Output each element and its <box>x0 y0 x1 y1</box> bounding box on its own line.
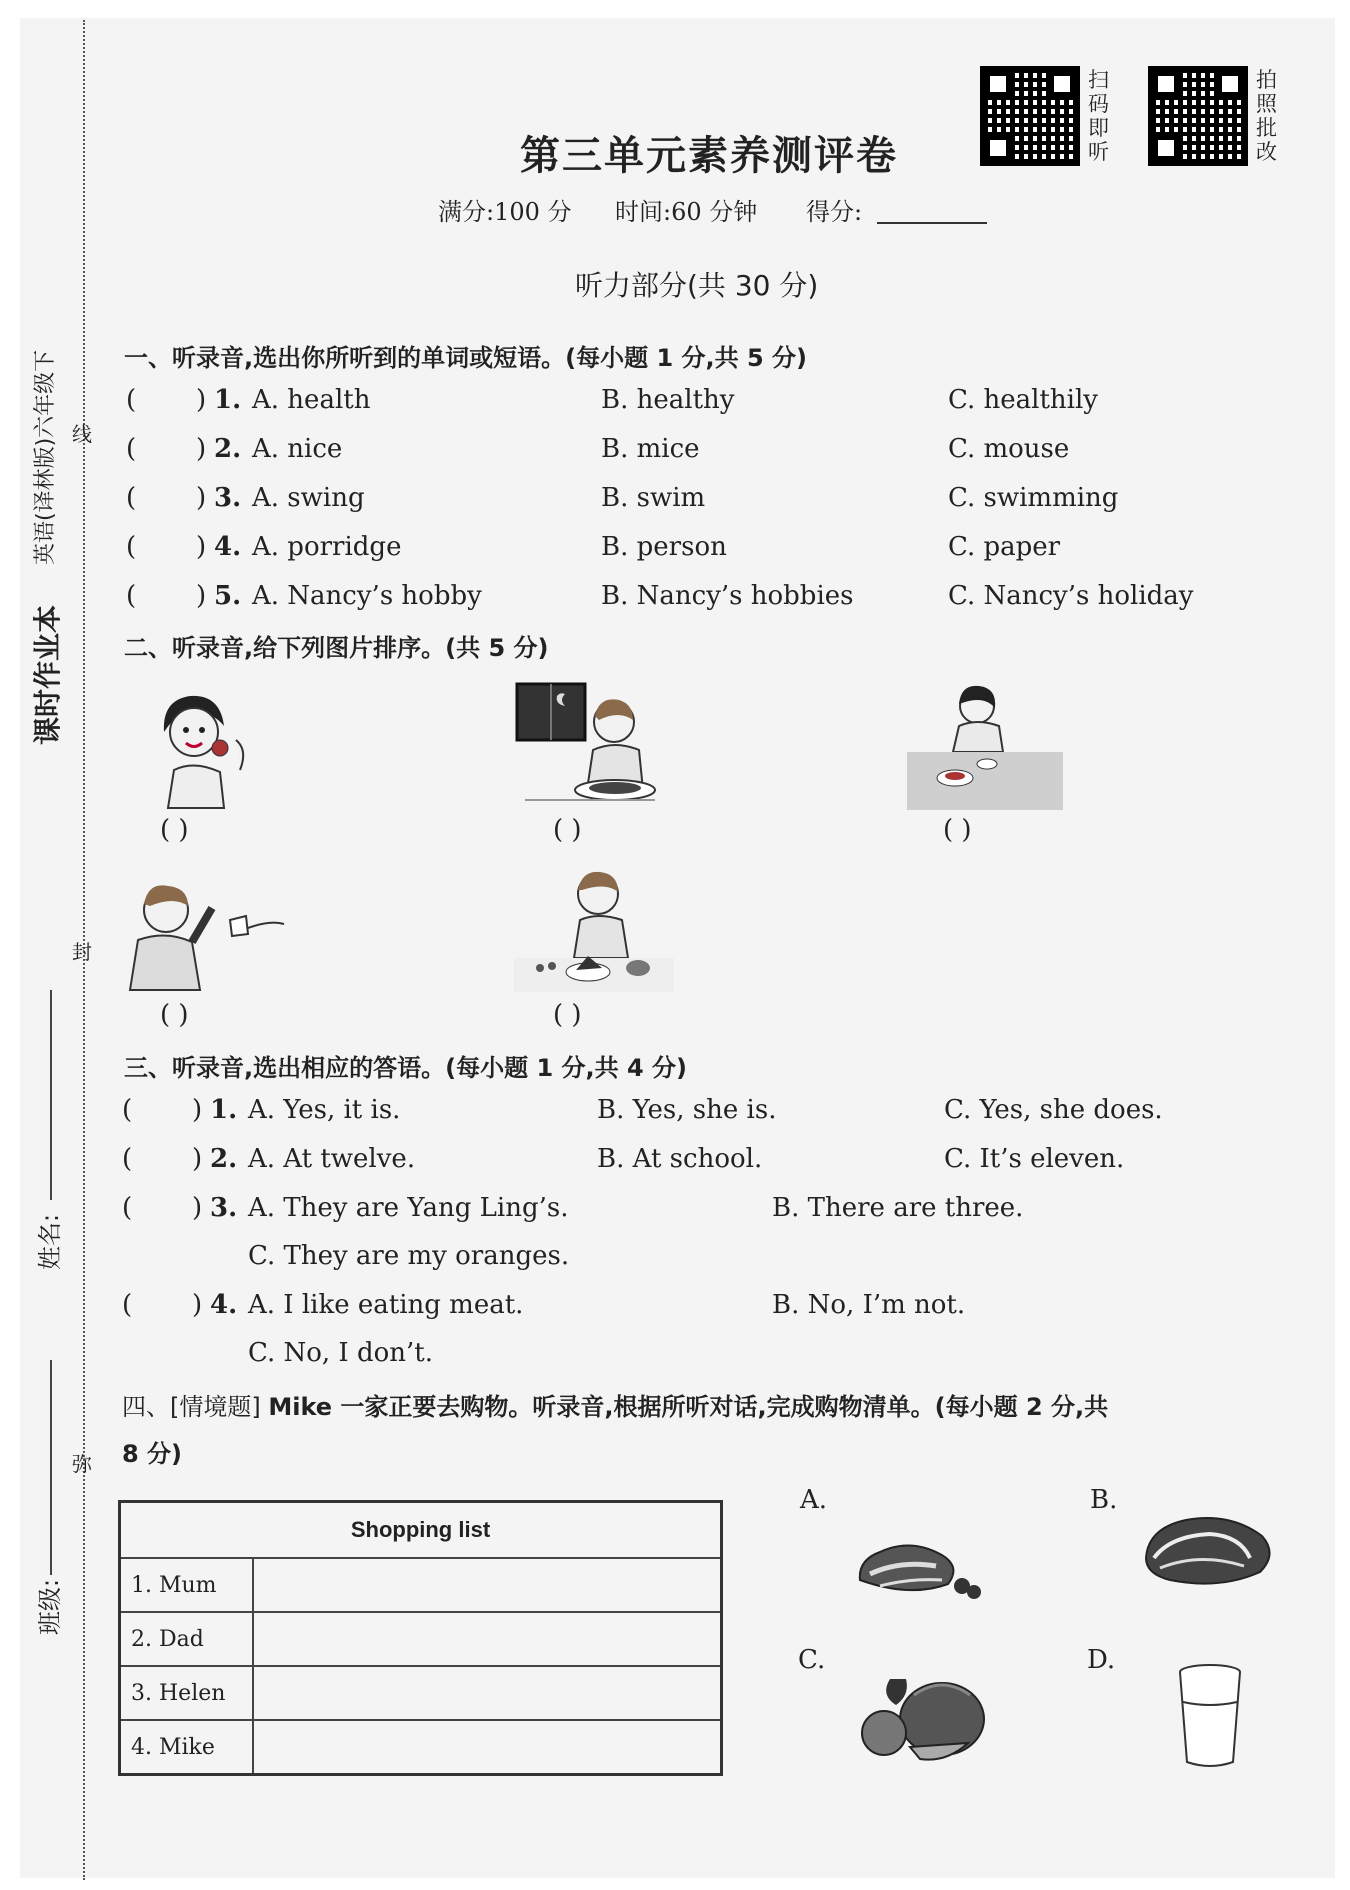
pic-answer-blank-3[interactable]: ( ) <box>943 815 972 845</box>
seal2-label: 弥 <box>72 1452 92 1476</box>
qr-grade-label: 拍照批改 <box>1256 68 1277 164</box>
option-b: B. swim <box>601 483 706 513</box>
boy-dinner-night-picture <box>515 682 660 812</box>
answer-paren-close: ) <box>196 385 207 415</box>
answer-paren-open[interactable]: ( <box>126 385 137 415</box>
answer-paren-close: ) <box>196 434 207 464</box>
table-row <box>120 1558 722 1612</box>
answer-paren-open[interactable]: ( <box>126 483 137 513</box>
qr-listen-label: 扫码即听 <box>1088 68 1109 164</box>
name-label: 姓名: <box>36 1213 64 1270</box>
boy-refusing-picture <box>120 872 290 992</box>
option-a: A. They are Yang Ling’s. <box>248 1193 569 1223</box>
s3-question-4-option-c <box>248 1338 848 1372</box>
glass-of-water-icon <box>1175 1662 1245 1770</box>
option-c: C. They are my oranges. <box>248 1241 570 1271</box>
fruit-icon <box>850 1665 995 1765</box>
option-b: B. Nancy’s hobbies <box>601 581 854 611</box>
qr-code-grade[interactable] <box>1148 66 1248 166</box>
answer-cell[interactable] <box>253 1666 722 1720</box>
question-number: 4. <box>210 1290 238 1320</box>
answer-paren-open[interactable]: ( <box>122 1095 133 1125</box>
cut-line-label: 线 <box>72 422 92 446</box>
option-a: A. swing <box>252 483 365 513</box>
answer-paren-open[interactable]: ( <box>126 581 137 611</box>
answer-cell[interactable] <box>253 1558 722 1612</box>
option-d-label: D. <box>1087 1645 1116 1675</box>
pic-answer-blank-2[interactable]: ( ) <box>553 815 582 845</box>
answer-paren-close: ) <box>196 483 207 513</box>
question-number: 3. <box>214 483 242 513</box>
time-limit: 时间:60 分钟 <box>615 198 758 226</box>
option-c: C. paper <box>948 532 1061 562</box>
section4-text: Mike 一家正要去购物。听录音,根据所听对话,完成购物清单。(每小题 2 分,共 <box>268 1393 1109 1421</box>
option-c: C. swimming <box>948 483 1119 513</box>
section4-tag: 四、[情境题] <box>122 1393 269 1421</box>
s3-question-2 <box>122 1144 1242 1178</box>
option-b: B. Yes, she is. <box>597 1095 777 1125</box>
question-number: 1. <box>214 385 242 415</box>
option-c: C. It’s eleven. <box>944 1144 1125 1174</box>
option-c: C. mouse <box>948 434 1070 464</box>
girl-eating-picture <box>150 690 260 810</box>
boy-dessert-picture <box>512 866 677 994</box>
question-number: 3. <box>210 1193 238 1223</box>
name-blank[interactable] <box>50 990 52 1200</box>
answer-paren-open[interactable]: ( <box>122 1144 133 1174</box>
pic-answer-blank-1[interactable]: ( ) <box>160 815 189 845</box>
answer-paren-close: ) <box>196 581 207 611</box>
option-c: C. No, I don’t. <box>248 1338 433 1368</box>
section3-heading: 三、听录音,选出相应的答语。(每小题 1 分,共 4 分) <box>124 1054 687 1082</box>
option-b-label: B. <box>1090 1485 1118 1515</box>
option-a: A. Yes, it is. <box>248 1095 401 1125</box>
s3-question-1 <box>122 1095 1242 1129</box>
s1-question-3 <box>126 483 1226 517</box>
answer-cell[interactable] <box>253 1612 722 1666</box>
option-b: B. There are three. <box>772 1193 1024 1223</box>
qr-code-listen[interactable] <box>980 66 1080 166</box>
section2-heading: 二、听录音,给下列图片排序。(共 5 分) <box>124 634 549 662</box>
question-number: 2. <box>214 434 242 464</box>
option-c: C. Nancy’s holiday <box>948 581 1194 611</box>
score-label: 得分: <box>806 198 863 226</box>
question-number: 4. <box>214 532 242 562</box>
s1-question-5 <box>126 581 1226 615</box>
option-c: C. healthily <box>948 385 1098 415</box>
score-blank[interactable] <box>877 222 987 224</box>
shopping-list-title: Shopping list <box>120 1502 722 1559</box>
answer-paren-close: ) <box>196 532 207 562</box>
section4-heading-cont: 8 分) <box>122 1440 183 1468</box>
option-a-label: A. <box>800 1485 828 1515</box>
row-label: 2. Dad <box>120 1612 254 1666</box>
answer-paren-close: ) <box>192 1290 203 1320</box>
option-b: B. At school. <box>597 1144 763 1174</box>
s1-question-4 <box>126 532 1226 566</box>
question-number: 2. <box>210 1144 238 1174</box>
question-number: 5. <box>214 581 242 611</box>
option-b: B. No, I’m not. <box>772 1290 966 1320</box>
s1-question-2 <box>126 434 1226 468</box>
answer-paren-open[interactable]: ( <box>122 1290 133 1320</box>
s3-question-4 <box>122 1290 1242 1324</box>
pic-answer-blank-5[interactable]: ( ) <box>553 1000 582 1030</box>
option-c: C. Yes, she does. <box>944 1095 1163 1125</box>
option-b: B. person <box>601 532 727 562</box>
listening-part-title: 听力部分(共 30 分) <box>575 269 819 302</box>
answer-paren-close: ) <box>192 1144 203 1174</box>
answer-paren-open[interactable]: ( <box>126 434 137 464</box>
meat-icon <box>850 1530 990 1602</box>
row-label: 1. Mum <box>120 1558 254 1612</box>
answer-paren-open[interactable]: ( <box>122 1193 133 1223</box>
option-a: A. At twelve. <box>248 1144 416 1174</box>
option-a: A. porridge <box>252 532 402 562</box>
class-label: 班级: <box>36 1578 64 1635</box>
book-title: 课时作业本 <box>31 604 64 745</box>
full-score: 满分:100 分 <box>438 198 572 226</box>
option-b: B. healthy <box>601 385 735 415</box>
option-a: A. I like eating meat. <box>248 1290 524 1320</box>
table-row <box>120 1666 722 1720</box>
class-blank[interactable] <box>50 1360 52 1575</box>
girl-breakfast-picture <box>905 682 1065 812</box>
option-a: A. health <box>252 385 371 415</box>
shopping-list-table <box>118 1500 723 1776</box>
option-a: A. Nancy’s hobby <box>252 581 482 611</box>
section1-heading: 一、听录音,选出你所听到的单词或短语。(每小题 1 分,共 5 分) <box>124 344 807 372</box>
question-number: 1. <box>210 1095 238 1125</box>
s1-question-1 <box>126 385 1226 419</box>
answer-paren-open[interactable]: ( <box>126 532 137 562</box>
row-label: 4. Mike <box>120 1720 254 1775</box>
answer-paren-close: ) <box>192 1095 203 1125</box>
pic-answer-blank-4[interactable]: ( ) <box>160 1000 189 1030</box>
table-row <box>120 1720 722 1775</box>
row-label: 3. Helen <box>120 1666 254 1720</box>
cabbage-icon <box>1140 1510 1280 1590</box>
s3-question-3-option-c <box>248 1241 848 1275</box>
option-b: B. mice <box>601 434 700 464</box>
book-info: 英语(译林版)六年级下 <box>33 349 58 565</box>
option-a: A. nice <box>252 434 343 464</box>
seal-label: 封 <box>72 940 92 964</box>
answer-cell[interactable] <box>253 1720 722 1775</box>
option-c-label: C. <box>798 1645 826 1675</box>
s3-question-3 <box>122 1193 1242 1227</box>
answer-paren-close: ) <box>192 1193 203 1223</box>
page-title: 第三单元素养测评卷 <box>520 132 898 179</box>
table-row <box>120 1612 722 1666</box>
section4-heading <box>122 1387 1108 1422</box>
